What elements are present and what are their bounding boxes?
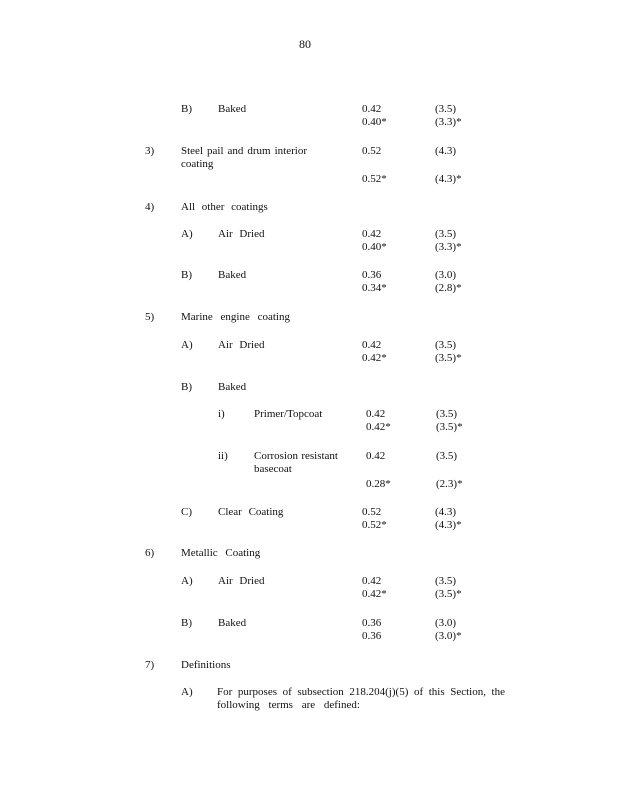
item-label: A) (181, 686, 193, 698)
limit-value-metric: (3.5) (435, 575, 457, 587)
limit-value-alt: 0.42* (362, 352, 387, 364)
subitem-text: Primer/Topcoat (254, 408, 323, 420)
limit-value: 0.42 (362, 339, 382, 351)
limit-value-metric-alt: (4.3)* (435, 173, 462, 185)
limit-value-metric: (3.0) (435, 269, 457, 281)
limit-value-metric: (3.0) (435, 617, 457, 629)
limit-value: 0.42 (362, 228, 382, 240)
item-text: Definitions (181, 659, 231, 671)
limit-value-metric: (3.5) (435, 103, 457, 115)
limit-value: 0.36 (362, 269, 382, 281)
limit-value-alt: 0.36 (362, 630, 382, 642)
item-label: A) (181, 575, 193, 587)
item-text: Air Dried (218, 575, 265, 587)
page-number: 80 (299, 37, 311, 51)
item-text: Air Dried (218, 339, 265, 351)
subitem-text-continued: basecoat (254, 463, 292, 475)
item-text: Metallic Coating (181, 547, 261, 559)
item-text: Air Dried (218, 228, 265, 240)
item-text: Baked (218, 269, 247, 281)
item-text: Baked (218, 103, 247, 115)
item-text: Steel pail and drum interior (181, 145, 307, 157)
limit-value: 0.52 (362, 145, 382, 157)
limit-value-metric-alt: (3.0)* (435, 630, 462, 642)
limit-value-alt: 0.52* (362, 519, 387, 531)
item-label: C) (181, 506, 192, 518)
item-label: B) (181, 381, 192, 393)
limit-value: 0.42 (362, 103, 382, 115)
limit-value-metric: (3.5) (436, 450, 458, 462)
limit-value-metric-alt: (2.8)* (435, 282, 462, 294)
item-label: B) (181, 617, 192, 629)
limit-value: 0.42 (366, 450, 386, 462)
item-label: B) (181, 103, 192, 115)
limit-value-alt: 0.42* (366, 421, 391, 433)
item-text-continued: coating (181, 158, 214, 170)
item-number: 6) (145, 547, 155, 559)
item-number: 5) (145, 311, 155, 323)
limit-value-metric-alt: (4.3)* (435, 519, 462, 531)
definition-text-continued: following terms are defined: (217, 699, 360, 711)
item-text: Baked (218, 381, 247, 393)
limit-value-metric: (4.3) (435, 145, 457, 157)
subitem-text: Corrosion resistant (254, 450, 338, 462)
limit-value-metric: (3.5) (435, 228, 457, 240)
limit-value-metric-alt: (2.3)* (436, 478, 463, 490)
limit-value: 0.42 (362, 575, 382, 587)
limit-value: 0.36 (362, 617, 382, 629)
item-number: 4) (145, 201, 155, 213)
limit-value-metric: (3.5) (435, 339, 457, 351)
limit-value-alt: 0.42* (362, 588, 387, 600)
limit-value-alt: 0.28* (366, 478, 391, 490)
item-text: Clear Coating (218, 506, 284, 518)
subitem-label: i) (218, 408, 225, 420)
limit-value: 0.52 (362, 506, 382, 518)
subitem-label: ii) (218, 450, 228, 462)
item-number: 3) (145, 145, 155, 157)
item-label: A) (181, 339, 193, 351)
limit-value: 0.42 (366, 408, 386, 420)
limit-value-alt: 0.52* (362, 173, 387, 185)
item-label: A) (181, 228, 193, 240)
limit-value-metric: (3.5) (436, 408, 458, 420)
definition-text: For purposes of subsection 218.204(j)(5) of this Section, the (217, 686, 505, 698)
limit-value-metric-alt: (3.3)* (435, 116, 462, 128)
limit-value-alt: 0.34* (362, 282, 387, 294)
limit-value-alt: 0.40* (362, 116, 387, 128)
item-text: Baked (218, 617, 247, 629)
item-text: Marine engine coating (181, 311, 290, 323)
limit-value-metric: (4.3) (435, 506, 457, 518)
item-text: All other coatings (181, 201, 268, 213)
limit-value-metric-alt: (3.5)* (435, 352, 462, 364)
limit-value-alt: 0.40* (362, 241, 387, 253)
item-number: 7) (145, 659, 155, 671)
limit-value-metric-alt: (3.3)* (435, 241, 462, 253)
limit-value-metric-alt: (3.5)* (435, 588, 462, 600)
item-label: B) (181, 269, 192, 281)
limit-value-metric-alt: (3.5)* (436, 421, 463, 433)
